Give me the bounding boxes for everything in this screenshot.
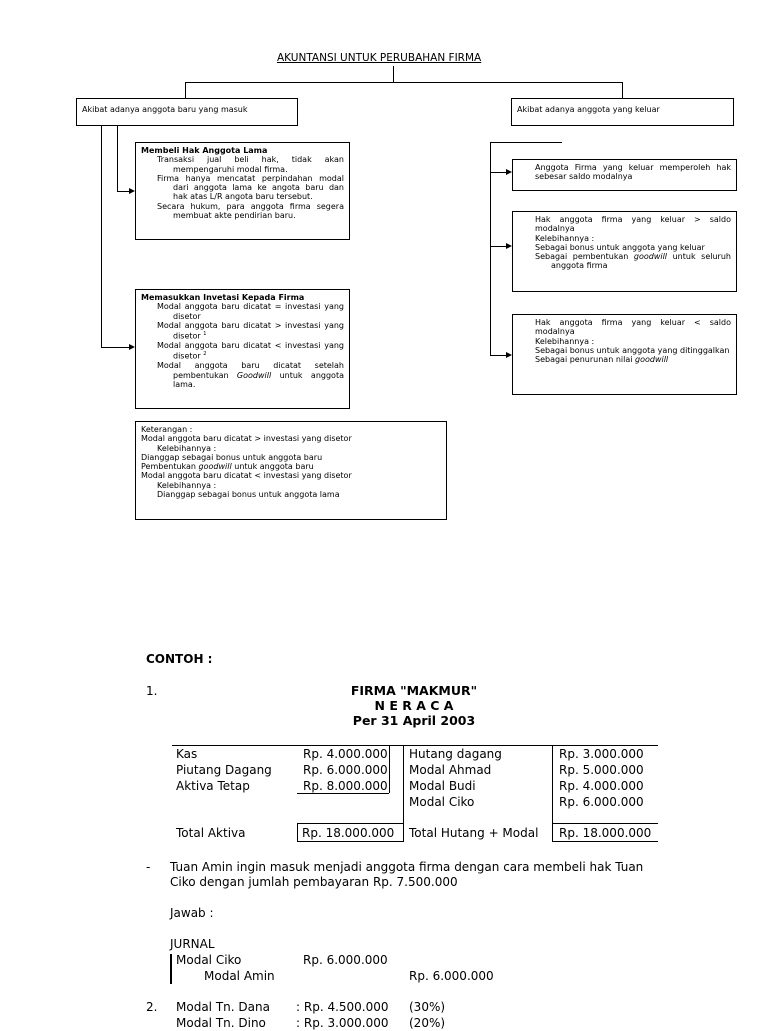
- total-liab-value: Rp. 18.000.000: [559, 826, 652, 840]
- note-line: Kelebihannya :: [157, 443, 217, 453]
- note-line: Dianggap sebagai bonus untuk anggota baru: [141, 452, 323, 462]
- right-branch-connector: [622, 82, 623, 98]
- asset-value: Rp. 8.000.000: [303, 779, 388, 793]
- total-box-top: [297, 823, 403, 824]
- invest-box: [135, 289, 350, 409]
- exit-text: Sebagai bonus untuk anggota yang ditinggalkan: [535, 345, 730, 355]
- exit-text: Kelebihannya :: [535, 336, 595, 346]
- note-line: Modal anggota baru dicatat < investasi yang disetor: [141, 471, 352, 481]
- branch-connector: [185, 82, 623, 83]
- exit-connector-1: [490, 172, 506, 173]
- asset-value: Rp. 6.000.000: [303, 763, 388, 777]
- bullet: -: [146, 860, 151, 874]
- total-box-left: [297, 823, 298, 842]
- right-branch-label: Akibat adanya anggota yang keluar: [517, 105, 660, 114]
- invest-item: Modal anggota baru dicatat setelah pembentukan Goodwill untuk anggota lama.: [157, 361, 344, 389]
- journal-label: JURNAL: [170, 937, 215, 951]
- exit-box-2: [512, 211, 737, 292]
- note-line: Dianggap sebagai bonus untuk anggota lama: [157, 490, 340, 500]
- total-liab-label: Total Hutang + Modal: [409, 826, 539, 840]
- invest-heading: Memasukkan Invetasi Kepada Firma: [141, 293, 305, 302]
- journal-debit-account: Modal Ciko: [176, 953, 242, 967]
- title-connector: [393, 66, 394, 82]
- buy-connector: [117, 126, 118, 191]
- right-branch-box: [511, 98, 734, 126]
- assets-subtotal-line: [389, 745, 390, 793]
- liability-value: Rp. 6.000.000: [559, 795, 644, 809]
- note-box: [135, 421, 447, 520]
- liab-value-divider: [552, 745, 553, 842]
- buy-box: [135, 142, 350, 240]
- balance-sheet-header: [310, 683, 518, 728]
- invest-connector-h: [101, 347, 129, 348]
- firm-name: FIRMA "MAKMUR": [350, 683, 478, 698]
- journal-credit-account: Modal Amin: [204, 969, 275, 983]
- exit-text: Kelebihannya :: [535, 233, 595, 243]
- example-number: 1.: [146, 684, 158, 698]
- exit-connector-3: [490, 355, 506, 356]
- total-assets-value: Rp. 18.000.000: [302, 826, 395, 840]
- table-center-divider: [403, 745, 404, 842]
- exit-text: Sebagai pembentukan goodwill untuk seluruh anggota firma: [535, 252, 731, 271]
- exit-connector: [490, 142, 491, 355]
- exit-connector-top: [490, 142, 562, 143]
- left-branch-label: Akibat adanya anggota baru yang masuk: [82, 105, 248, 114]
- note-line: Modal anggota baru dicatat > investasi yang disetor: [141, 434, 352, 444]
- asset-name: Piutang Dagang: [176, 763, 272, 777]
- note-line: Pembentukan goodwill untuk anggota baru: [141, 462, 314, 472]
- liability-name: Hutang dagang: [409, 747, 502, 761]
- left-branch-connector: [185, 82, 186, 98]
- liability-value: Rp. 5.000.000: [559, 763, 644, 777]
- liability-value: Rp. 4.000.000: [559, 779, 644, 793]
- statement-date: Per 31 April 2003: [352, 713, 476, 728]
- liability-name: Modal Budi: [409, 779, 476, 793]
- capital-pct: (30%): [409, 1000, 446, 1014]
- buy-item: Transaksi jual beli hak, tidak akan mempengaruhi modal firma.: [157, 155, 344, 174]
- exit-text: Hak anggota firma yang keluar > saldo modalnya: [535, 215, 731, 234]
- asset-name: Kas: [176, 747, 198, 761]
- note-line: Keterangan :: [141, 425, 193, 434]
- capital-name: Modal Tn. Dana: [176, 1000, 270, 1014]
- left-branch-box: [76, 98, 298, 126]
- total-assets-label: Total Aktiva: [176, 826, 246, 840]
- question-text: Tuan Amin ingin masuk menjadi anggota firma dengan cara membeli hak Tuan Ciko dengan jumlah pembayaran Rp. 7.500.000: [170, 860, 644, 889]
- asset-name: Aktiva Tetap: [176, 779, 250, 793]
- invest-item: Modal anggota baru dicatat < investasi yang disetor $^2$: [157, 341, 344, 362]
- liability-value: Rp. 3.000.000: [559, 747, 644, 761]
- invest-item: Modal anggota baru dicatat = investasi yang disetor: [157, 302, 344, 321]
- exit-text: Hak anggota firma yang keluar < saldo modalnya: [535, 318, 731, 337]
- buy-item: Secara hukum, para anggota firma segera membuat akte pendirian baru.: [157, 201, 344, 221]
- liab-total-top: [552, 823, 658, 824]
- invest-connector: [101, 126, 102, 347]
- liability-name: Modal Ahmad: [409, 763, 492, 777]
- journal-bracket: [170, 954, 172, 984]
- exit-connector-2: [490, 246, 506, 247]
- statement-title: N E R A C A: [374, 698, 454, 713]
- example-heading: CONTOH :: [146, 652, 213, 666]
- buy-connector-h: [117, 191, 129, 192]
- buy-heading: Membeli Hak Anggota Lama: [141, 146, 268, 155]
- total-box-bottom: [297, 841, 403, 842]
- exit-text: Sebagai bonus untuk anggota yang keluar: [535, 242, 705, 252]
- journal-debit-value: Rp. 6.000.000: [303, 953, 388, 967]
- capital-value: : Rp. 4.500.000: [296, 1000, 389, 1014]
- exit-text: Sebagai penurunan nilai goodwill: [535, 355, 669, 365]
- buy-item: Firma hanya mencatat perpindahan modal dari anggota lama ke angota baru dan hak atas L/R angota baru tersebut.: [157, 173, 344, 202]
- example-number-2: 2.: [146, 1000, 158, 1014]
- liability-name: Modal Ciko: [409, 795, 475, 809]
- capital-value: : Rp. 3.000.000: [296, 1016, 389, 1030]
- note-line: Kelebihannya :: [157, 480, 217, 490]
- exit-text: Anggota Firma yang keluar memperoleh hak sebesar saldo modalnya: [535, 163, 731, 182]
- capital-pct: (20%): [409, 1016, 446, 1030]
- journal-credit-value: Rp. 6.000.000: [409, 969, 494, 983]
- exit-box-1: [512, 159, 737, 191]
- asset-value: Rp. 4.000.000: [303, 747, 388, 761]
- liab-total-bottom: [552, 841, 658, 842]
- answer-label: Jawab :: [170, 906, 214, 920]
- exit-box-3: [512, 314, 737, 395]
- page-title: AKUNTANSI UNTUK PERUBAHAN FIRMA: [277, 52, 482, 64]
- invest-item: Modal anggota baru dicatat > investasi yang disetor $^1$: [157, 320, 344, 341]
- capital-name: Modal Tn. Dino: [176, 1016, 266, 1030]
